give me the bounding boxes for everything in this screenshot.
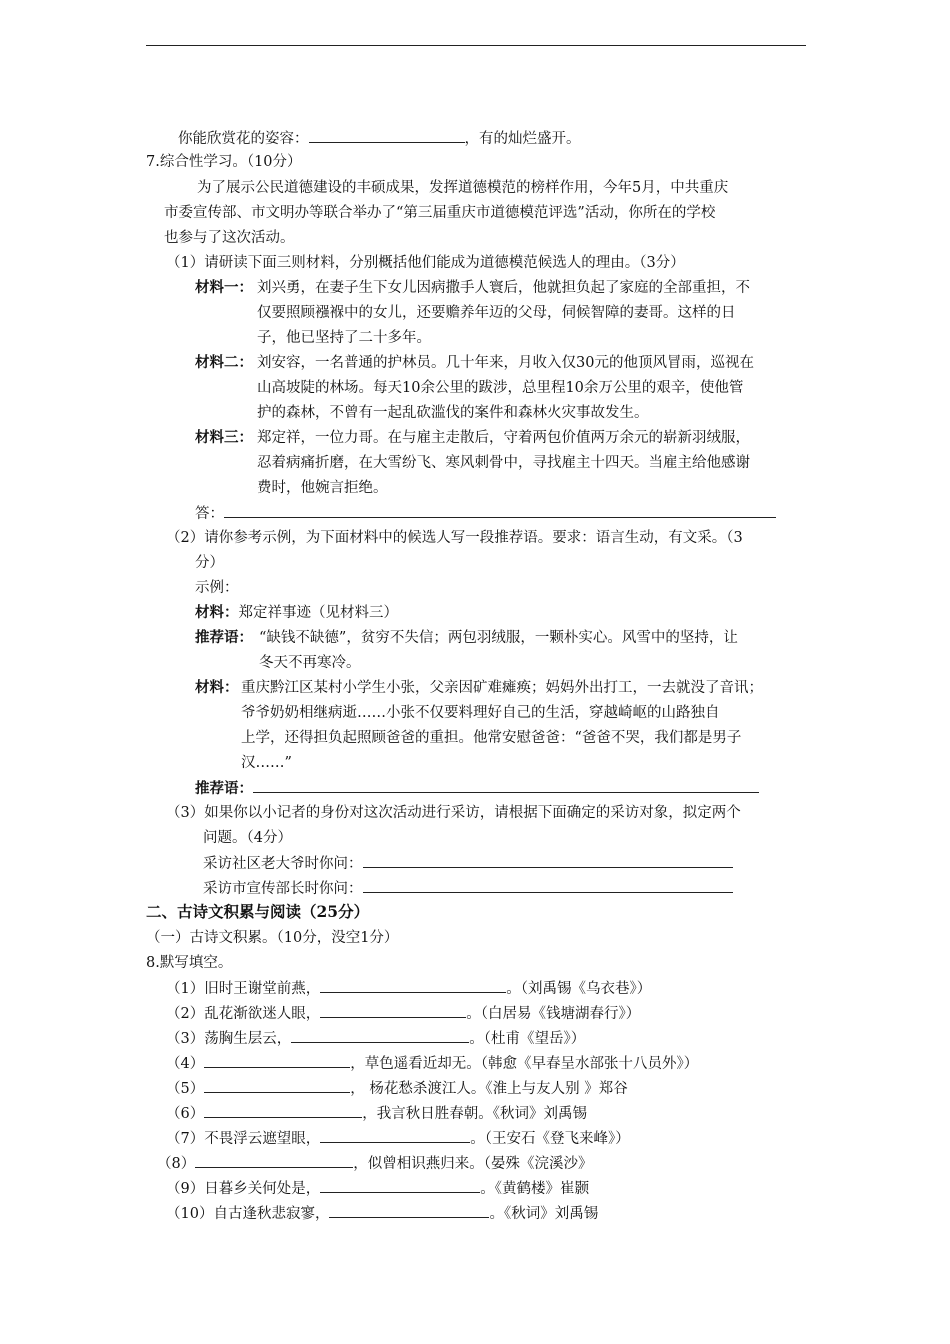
q7-heading: 7.综合性学习。（10分） [146,154,302,170]
material-line: 费时，他婉言拒绝。 [257,480,388,496]
fill-item [166,1178,589,1199]
answer-label: 答： [195,506,224,522]
material-label: 材料： [195,679,239,696]
example-material-text: 郑定祥事迹（见材料三） [238,605,398,621]
fill-num: （3） [166,1031,205,1047]
material-label: 材料二： [195,354,253,371]
fill-item [166,1078,628,1099]
material-line: 护的森林，不曾有一起乱砍滥伐的案件和森林火灾事故发生。 [257,405,649,421]
interview-blank[interactable] [363,853,733,868]
fill-blank[interactable] [320,978,506,993]
fill-item [166,1003,640,1024]
fill-num: （9） [166,1181,205,1197]
fill-before: 旧时王谢堂前燕， [204,981,321,997]
answer-line [195,503,776,524]
fill-blank[interactable] [204,1103,362,1118]
fill-item [157,1153,592,1174]
example-label: 示例： [195,580,239,596]
fill-num: （5） [166,1081,205,1097]
fill-num: （6） [166,1106,205,1122]
fill-before: 不畏浮云遮望眼， [204,1131,321,1147]
fill-blank[interactable] [204,1078,350,1093]
q7-intro-line: 也参与了这次活动。 [164,230,295,246]
fill-num: （10） [166,1206,214,1222]
example-reco-line: “缺钱不缺德”，贫穷不失信；两包羽绒服，一颗朴实心。风雪中的坚持，让 [259,630,738,646]
fill-blank[interactable] [329,1203,489,1218]
fill-item [166,1128,630,1149]
material-label: 材料三： [195,429,253,446]
section-subtitle: （一）古诗文积累。（10分，没空1分） [146,930,399,946]
reco-blank[interactable] [253,778,759,793]
q8-heading: 8.默写填空。 [146,955,233,971]
answer-blank[interactable] [224,503,776,518]
fill-item [166,1053,698,1074]
material-line: 上学，还得担负起照顾爸爸的重担。他常安慰爸爸：“爸爸不哭，我们都是男子 [241,730,742,746]
example-reco-line: 冬天不再寒冷。 [259,655,361,671]
material-line: 郑定祥，一位力哥。在与雇主走散后，守着两包价值两万余元的崭新羽绒服， [257,430,750,446]
fill-after: ， 杨花愁杀渡江人。《淮上与友人别 》郑谷 [350,1081,628,1097]
interview-line [203,853,733,874]
q7-p3-question: （3）如果你以小记者的身份对这次活动进行采访，请根据下面确定的采访对象，拟定两个 [166,805,741,821]
example-material-label: 材料： [195,604,239,621]
interview-line [203,878,733,899]
material-line: 刘安容，一名普通的护林员。几十年来，月收入仅30元的他顶风冒雨，巡视在 [257,355,754,371]
fill-after: 。《秋词》刘禹锡 [489,1206,599,1222]
material-label: 材料一： [195,279,253,296]
q7-p2-question: （2）请你参考示例，为下面材料中的候选人写一段推荐语。要求：语言生动，有文采。（3 [166,530,743,546]
material-line: 汉……” [241,755,292,771]
material-line: 刘兴勇，在妻子生下女儿因病撒手人寰后，他就担负起了家庭的全部重担，不 [257,280,750,296]
header-rule [146,45,806,46]
fill-after: ，我言秋日胜春朝。《秋词》刘禹锡 [362,1106,587,1122]
fill-num: （7） [166,1131,205,1147]
fill-after: 。（王安石《登飞来峰》） [470,1131,630,1147]
material-line: 重庆黔江区某村小学生小张，父亲因矿难瘫痪；妈妈外出打工，一去就没了音讯； [241,680,763,696]
example-reco-label: 推荐语： [195,629,253,646]
reco-label: 推荐语： [195,780,253,797]
material-line: 爷爷奶奶相继病逝……小张不仅要料理好自己的生活，穿越崎岖的山路独自 [241,705,720,721]
interview-label: 采访市宣传部长时你问： [203,881,363,897]
fill-item [166,978,651,999]
fill-after: 。（杜甫《望岳》） [469,1031,586,1047]
interview-label: 采访社区老大爷时你问： [203,856,363,872]
fill-before: 自古逢秋悲寂寥， [213,1206,330,1222]
fill-after: 。（白居易《钱塘湖春行》） [466,1006,641,1022]
fill-blank[interactable] [204,1053,350,1068]
q7-intro-line: 市委宣传部、市文明办等联合举办了“第三届重庆市道德模范评选”活动，你所在的学校 [164,205,716,221]
q6-prefix: 你能欣赏花的姿容： [178,131,309,147]
fill-item [166,1103,587,1124]
fill-before: 日暮乡关何处是， [204,1181,321,1197]
fill-before: 乱花渐欲迷人眼， [204,1006,321,1022]
reco-line [195,778,759,799]
q6-blank[interactable] [309,128,465,143]
fill-item [166,1203,598,1224]
fill-blank[interactable] [195,1153,353,1168]
material-line: 山高坡陡的林场。每天10余公里的跋涉，总里程10余万公里的艰辛，使他管 [257,380,744,396]
q6-tail-line [178,128,581,149]
section-title: 二、古诗文积累与阅读（25分） [146,902,370,921]
fill-item [166,1028,585,1049]
fill-num: （2） [166,1006,205,1022]
fill-num: （8） [157,1156,196,1172]
example-material-line [195,603,398,623]
fill-after: ，似曾相识燕归来。（晏殊《浣溪沙》 [353,1156,593,1172]
q6-suffix: ，有的灿烂盛开。 [464,131,581,147]
fill-num: （1） [166,981,205,997]
fill-blank[interactable] [291,1028,469,1043]
q7-p2-question-cont: 分） [195,555,224,571]
q7-p1-question: （1）请研读下面三则材料，分别概括他们能成为道德模范候选人的理由。（3分） [166,255,685,271]
q7-p3-question-cont: 问题。（4分） [203,830,292,846]
fill-after: ，草色遥看近却无。（韩愈《早春呈水部张十八员外》） [350,1056,699,1072]
interview-blank[interactable] [363,878,733,893]
fill-before: 荡胸生层云， [204,1031,292,1047]
fill-num: （4） [166,1056,205,1072]
fill-blank[interactable] [320,1128,470,1143]
material-line: 忍着病痛折磨，在大雪纷飞、寒风刺骨中，寻找雇主十四天。当雇主给他感谢 [257,455,750,471]
fill-after: 。《黄鹤楼》崔颢 [480,1181,589,1197]
fill-blank[interactable] [320,1178,480,1193]
fill-blank[interactable] [320,1003,466,1018]
material-line: 子，他已坚持了二十多年。 [257,330,431,346]
q7-intro-line: 为了展示公民道德建设的丰硕成果，发挥道德模范的榜样作用，今年5月，中共重庆 [197,180,729,196]
material-line: 仅要照顾襁褓中的女儿，还要赡养年迈的父母，伺候智障的妻哥。这样的日 [257,305,736,321]
fill-after: 。（刘禹锡《乌衣巷》） [506,981,652,997]
